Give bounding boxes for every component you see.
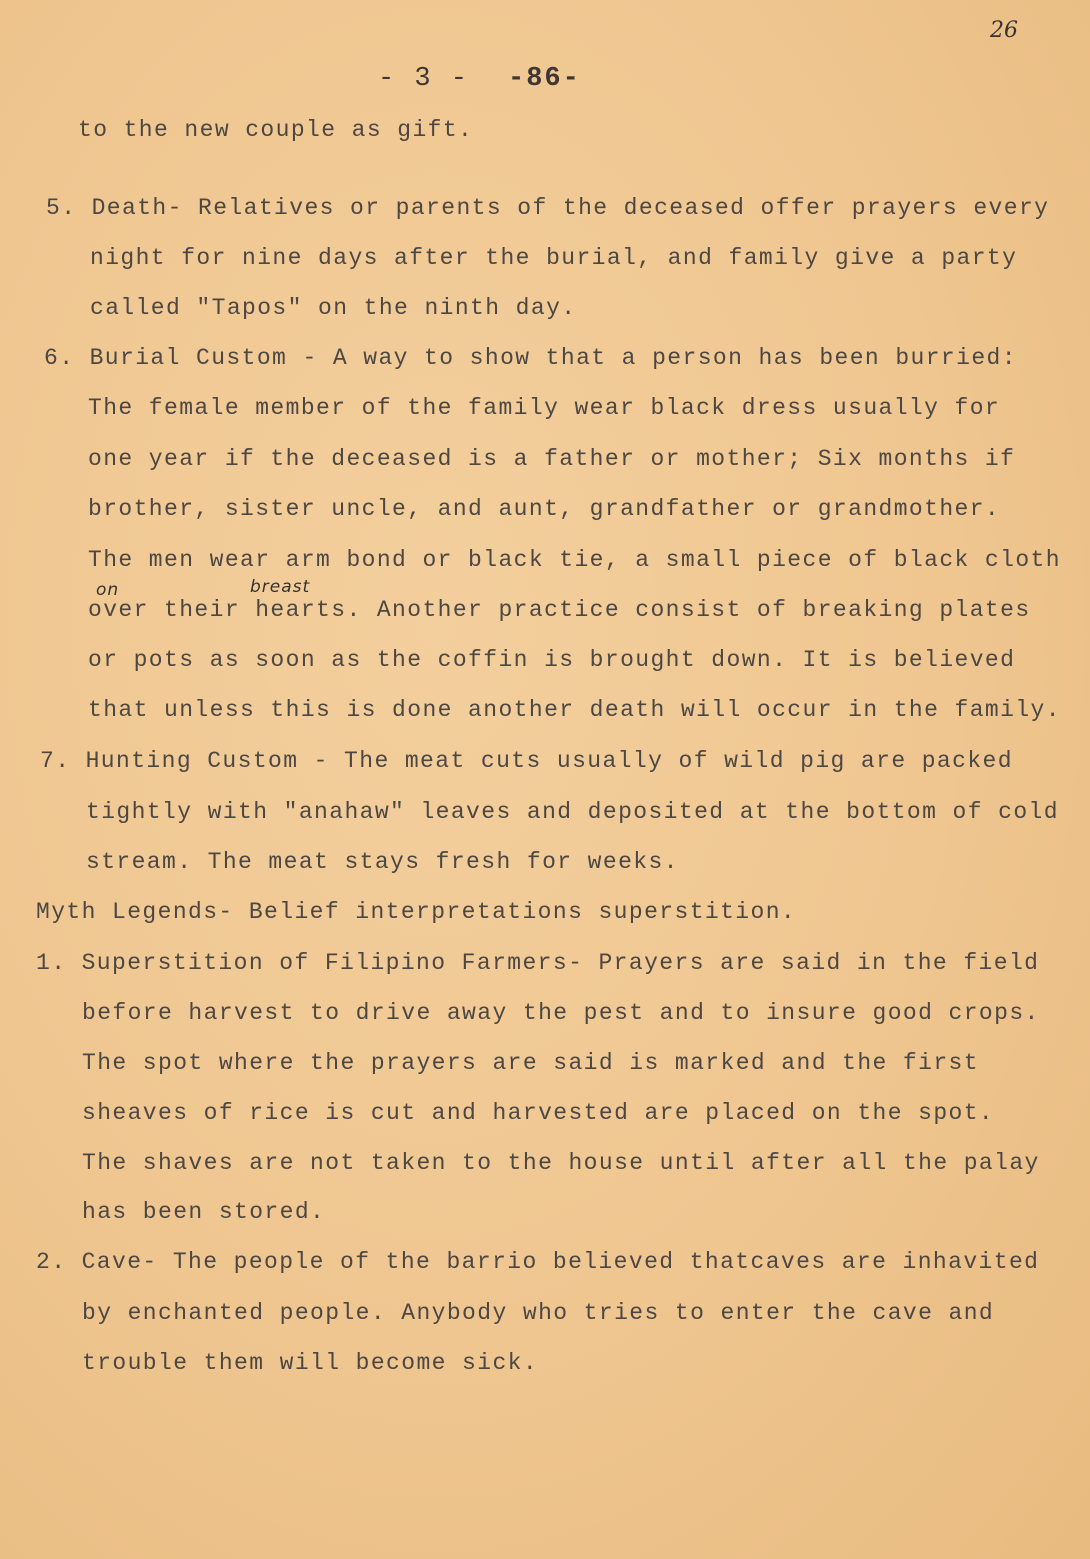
handwritten-correction-on: on [96, 580, 120, 600]
text-line: that unless this is done another death will occur in the family. [88, 697, 1061, 723]
text-line: stream. The meat stays fresh for weeks. [86, 849, 679, 875]
text-line: one year if the deceased is a father or mother; Six months if [88, 446, 1016, 472]
text-line: The shaves are not taken to the house until after all the palay [82, 1150, 1040, 1176]
section-heading: Myth Legends- Belief interpretations superstition. [36, 899, 797, 925]
text-line: trouble them will become sick. [82, 1350, 539, 1376]
text-line: night for nine days after the burial, and family give a party [90, 245, 1018, 271]
text-line: The female member of the family wear black dress usually for [88, 395, 1001, 421]
handwritten-correction-breast: breast [250, 577, 311, 597]
text-line: has been stored. [82, 1199, 326, 1225]
text-line: The spot where the prayers are said is marked and the first [82, 1050, 979, 1076]
text-line: or pots as soon as the coffin is brought down. It is believed [88, 647, 1016, 673]
text-line: The men wear arm bond or black tie, a small piece of black cloth [88, 547, 1061, 573]
text-line: 5. Death- Relatives or parents of the deceased offer prayers every [46, 195, 1050, 221]
text-line: to the new couple as gift. [78, 117, 474, 143]
text-line: 2. Cave- The people of the barrio believed thatcaves are inhavited [36, 1249, 1040, 1275]
typed-page-number: - 3 - [378, 64, 470, 94]
text-line: 1. Superstition of Filipino Farmers- Prayers are said in the field [36, 950, 1040, 976]
text-line: by enchanted people. Anybody who tries to enter the cave and [82, 1300, 995, 1326]
handwritten-page-number: -86- [508, 64, 581, 94]
text-line: before harvest to drive away the pest and to insure good crops. [82, 1000, 1040, 1026]
text-line: 6. Burial Custom - A way to show that a person has been burried: [44, 345, 1017, 371]
text-line: 7. Hunting Custom - The meat cuts usually of wild pig are packed [40, 748, 1013, 774]
corner-page-mark: 26 [990, 18, 1018, 43]
text-line: called "Tapos" on the ninth day. [90, 295, 577, 321]
text-line: tightly with "anahaw" leaves and deposited at the bottom of cold [86, 799, 1059, 825]
text-line: brother, sister uncle, and aunt, grandfather or grandmother. [88, 496, 1001, 522]
text-line: over their hearts. Another practice consist of breaking plates [88, 597, 1031, 623]
text-line: sheaves of rice is cut and harvested are placed on the spot. [82, 1100, 995, 1126]
